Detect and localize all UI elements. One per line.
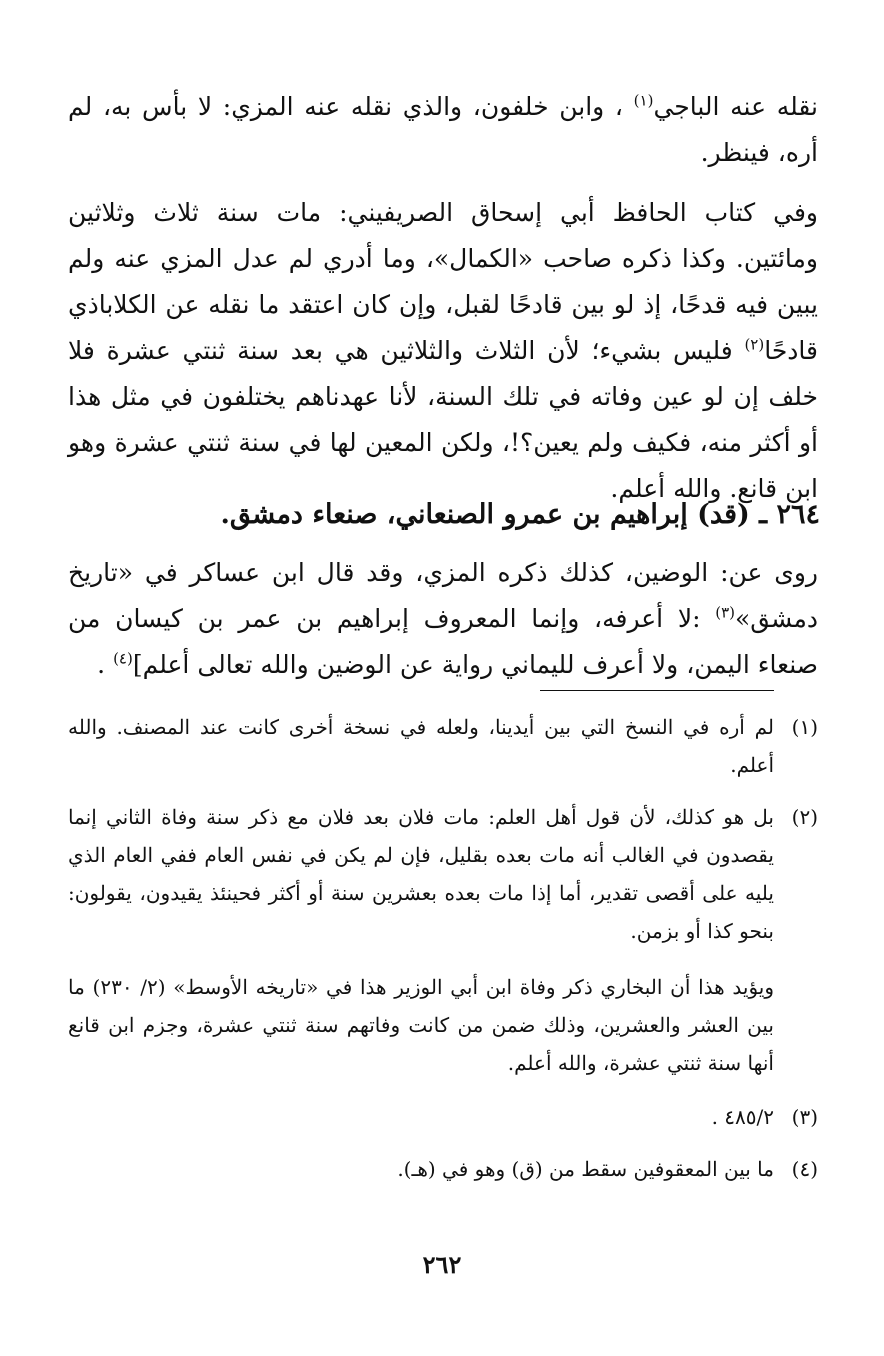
footnote-number: (١) bbox=[791, 715, 818, 739]
footnote-1 bbox=[68, 708, 818, 784]
entry-paragraph bbox=[68, 550, 818, 688]
footnote-ref-3[interactable]: (٣) bbox=[715, 603, 736, 622]
footnote-3 bbox=[68, 1098, 818, 1136]
footnote-2 bbox=[68, 798, 818, 950]
footnote-ref-1[interactable]: (١) bbox=[633, 91, 654, 110]
paragraph-1-text-end: ، وابن خلفون، والذي نقله عنه المزي: لا بأس به، لم أره، فينظر. bbox=[68, 92, 818, 167]
footnote-number: (٢) bbox=[791, 805, 818, 829]
footnote-number: (٣) bbox=[791, 1105, 818, 1129]
paragraph-2 bbox=[68, 190, 818, 512]
footnote-ref-2[interactable]: (٢) bbox=[744, 335, 765, 354]
page-number: ٢٦٢ bbox=[422, 1250, 462, 1279]
footnote-text: ما بين المعقوفين سقط من (ق) وهو في (هـ). bbox=[397, 1157, 774, 1181]
footnote-text: لم أره في النسخ التي بين أيدينا، ولعله في نسخة أخرى كانت عند المصنف. والله أعلم. bbox=[68, 715, 774, 777]
entry-text-middle: :لا أعرفه، وإنما المعروف إبراهيم بن عمر بن كيسان من صنعاء اليمن، ولا أعرف لليماني رواية عن الوضين والله تعالى أعلم] bbox=[68, 604, 818, 679]
paragraph-2-text-start: وفي كتاب الحافظ أبي إسحاق الصريفيني: مات سنة ثلاث وثلاثين ومائتين. وكذا ذكره صاحب «الكمال»، وما أدري لم عدل المزي عنه ولم يبين فيه قدحًا، إذ لو بين قادحًا لقبل، وإن كان اعتقد ما نقله عن الكلاباذي قادحًا bbox=[68, 198, 818, 365]
paragraph-2-text-end: فليس بشيء؛ لأن الثلاث والثلاثين هي بعد سنة ثنتي عشرة فلا خلف إن لو عين وفاته في تلك السنة، لأنا عهدناهم يختلفون في مثل هذا أو أكثر منه، فكيف ولم يعين؟!، ولكن المعين لها في سنة ثنتي عشرة وهو ابن قانع. والله أعلم. bbox=[68, 336, 818, 503]
footnote-text: بل هو كذلك، لأن قول أهل العلم: مات فلان بعد فلان مع ذكر سنة وفاة الثاني إنما يقصدون في الغالب أنه مات بعده بقليل، فإن لم يكن في نفس العام ففي العام الذي يليه على أقصى تقدير، أما إذا مات بعده بعشرين سنة أو أكثر فحينئذ يقيدون، يقولون: بنحو كذا أو بزمن. bbox=[68, 805, 774, 943]
footnote-2-continuation: ويؤيد هذا أن البخاري ذكر وفاة ابن أبي الوزير هذا في «تاريخه الأوسط» (٢/ ٢٣٠) ما بين العشر والعشرين، وذلك ضمن من كانت وفاتهم سنة ثنتي عشرة، وجزم ابن قانع أنها سنة ثنتي عشرة، والله أعلم. bbox=[68, 975, 775, 1075]
footnote-ref-4[interactable]: (٤) bbox=[113, 649, 133, 668]
footnote-4 bbox=[68, 1150, 818, 1188]
entry-heading: ٢٦٤ ـ (قد) إبراهيم بن عمرو الصنعاني، صنعاء دمشق. bbox=[220, 499, 820, 530]
paragraph-1-text-start: نقله عنه الباجي bbox=[653, 92, 818, 121]
entry-text-end: . bbox=[97, 650, 114, 679]
footnote-number: (٤) bbox=[791, 1157, 818, 1181]
footnote-text: ٤٨٥/٢ . bbox=[711, 1105, 774, 1129]
entry-text-start: روى عن: الوضين، كذلك ذكره المزي، وقد قال ابن عساكر في «تاريخ دمشق» bbox=[68, 558, 818, 633]
paragraph-1 bbox=[68, 84, 818, 176]
footnote-divider bbox=[540, 690, 774, 691]
